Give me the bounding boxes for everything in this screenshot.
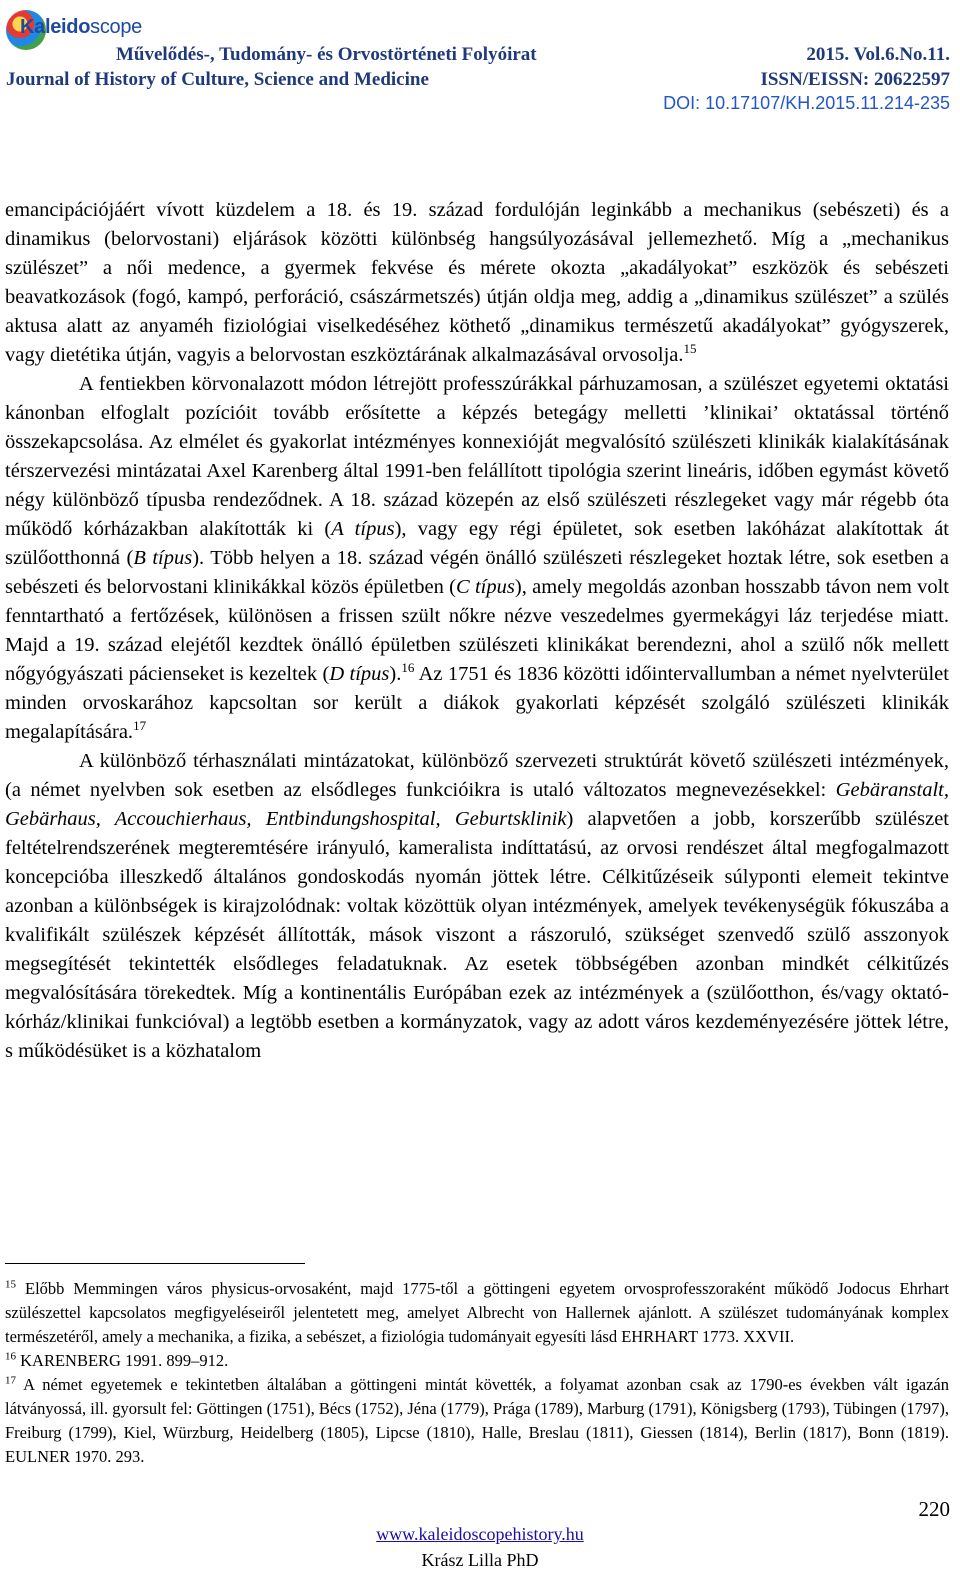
doi-link[interactable]: DOI: 10.17107/KH.2015.11.214-235 — [663, 93, 950, 113]
page-number: 220 — [918, 1497, 950, 1521]
journal-issn: ISSN/EISSN: 20622597 — [760, 69, 950, 90]
footnote-ref[interactable]: 16 — [401, 660, 415, 676]
paragraph: emancipációjáért vívott küzdelem a 18. és 19. század fordulóján leginkább a mechanikus (sebészeti) és a dinamikus (belorvostani) eljárások közötti különbség hangsúlyozásával jellemezhető. Míg a „mechanikus szülészet” a női medence, a gyermek fekvése és mérete okozta „akadályokat” eszközök és sebészeti beavatkozások (fogó, kampó, perforáció, császármetszés) útján oldja meg, addig a „dinamikus szülészet” a szülés aktusa alatt az anyaméh fiziológiai viselkedéséhez köthető „dinamikus természetű akadályokat” gyógyszerek, vagy dietétika útján, vagyis a belorvostan eszköztárának alkalmazásával orvosolja.$^{15}$ — [5, 199, 949, 366]
journal-title-hu: Művelődés-, Tudomány- és Orvostörténeti Folyóirat — [116, 44, 537, 65]
footnote-ref[interactable]: 15 — [683, 341, 697, 357]
author-name: Krász Lilla PhD — [421, 1550, 539, 1570]
paragraph: A fentiekben körvonalazott módon létrejött professzúrákkal párhuzamosan, a szülészet egyetemi oktatási kánonban elfoglalt pozícióit tovább erősítette a képzés betegágy melletti ’klinikai’ oktatással történő összekapcsolása. Az elmélet és gyakorlat intézményes konnexióját megvalósító szülészeti klinikák kialakításának térszervezési mintázatai Axel Karenberg által 1991-ben felállított tipológia szerint lineáris, időben egymást követő négy különböző típusba rendeződnek. A 18. század közepén az első szülészeti részlegeket vagy már régebb óta működő kórházakban alakították ki (A típus), vagy egy régi épületet, sok esetben lakóházat alakítottak át szülőotthonná (B típus). Több helyen a 18. század végén önálló szülészeti részlegeket hoztak létre, sok esetben a sebészeti és belorvostani klinikákkal közös épületben (C típus), amely megoldás azonban hosszabb távon nem volt fenntartható a fertőzések, különösen a frissen szült nőkre nézve veszedelmes gyermekágyi láz terjedése miatt. Majd a 19. század elejétől kezdtek önálló épületben szülészeti klinikákat berendezni, ahol a szülő nők mellett nőgyógyászati pácienseket is kezeltek (D típus).$^{16}$ Az 1751 és 1836 közötti időintervallumban a német nyelvterület minden orvoskarához kapcsoltan sor került a diákok gyakorlati képzését szolgáló szülészeti klinikák megalapítására.$^{17}$ — [5, 373, 950, 743]
journal-volume: 2015. Vol.6.No.11. — [806, 44, 950, 65]
footnote: $^{17}$ A német egyetemek e tekintetben általában a göttingeni mintát követték, a folyamat azonban csak az 1790-es években vált igazán látványossá, ill. gyorsult fel: Göttingen (1751), Bécs (1752), Jéna (1779), Prága (1789), Marburg (1791), Königsberg (1793), Tübingen (1797), Freiburg (1799), Kiel, Würzburg, Heidelberg (1805), Lipcse (1810), Halle, Breslau (1811), Giessen (1814), Berlin (1817), Bonn (1819). EULNER 1970. 293. — [5, 1374, 949, 1466]
footnotes — [5, 1277, 949, 1469]
journal-logo — [6, 4, 143, 50]
website-link[interactable]: www.kaleidoscopehistory.hu — [376, 1524, 584, 1544]
paragraph: A különböző térhasználati mintázatokat, különböző szervezeti struktúrát követő szülészeti intézmények, (a német nyelvben sok esetben az elsődleges funkcióikra is utaló változatos megnevezésekkel: Gebäranstalt, Gebärhaus, Accouchierhaus, Entbindungshospital, Geburtsklinik) alapvetően a jobb, korszerűbb szülészet feltételrendszerének megteremtésére irányuló, kameralista indíttatású, az orvosi rendészet által megfogalmazott koncepcióba illeszkedő általános gondoskodás nyomán jöttek létre. Célkitűzéseik súlyponti elemeit tekintve azonban a különbségek is kirajzolódnak: voltak közöttük olyan intézmények, amelyek tevékenységük fókuszába a kvalifikált szülészek képzését állították, mások viszont a rászoruló, szükséget szenvedő szülő asszonyok megsegítését tekintették elsődleges feladatuknak. Az esetek többségében azonban mindkét célkitűzés megvalósítására törekedtek. Míg a kontinentális Európában ezek az intézmények a (szülőotthon, és/vagy oktató-kórház/klinikai funkcióval) a legtöbb esetben a kormányzatok, vagy az adott város kezdeményezésére jöttek létre, s működésüket is a közhatalom — [5, 750, 949, 1062]
logo-wordmark: Kaleidoscope — [20, 16, 143, 38]
footnote: $^{15}$ Előbb Memmingen város physicus-orvosaként, majd 1775-től a göttingeni egyetem orvosprofesszoraként működő Jodocus Ehrhart szülészettel kapcsolatos megfigyeléseiről jelentetett meg, amelyet Albrecht von Hallernek ajánlott. A szülészet tudományának komplex természetéről, amely a mechanika, a fizika, a sebészet, a fiziológia tudományait egyesíti lásd EHRHART 1773. XXVII. — [5, 1278, 949, 1346]
article-body — [5, 196, 949, 1066]
journal-title-en: Journal of History of Culture, Science and Medicine — [6, 69, 429, 90]
footnote-ref[interactable]: 17 — [133, 718, 147, 734]
footnote-divider — [5, 1263, 305, 1264]
footnote: $^{16}$ KARENBERG 1991. 899–912. — [5, 1350, 229, 1370]
